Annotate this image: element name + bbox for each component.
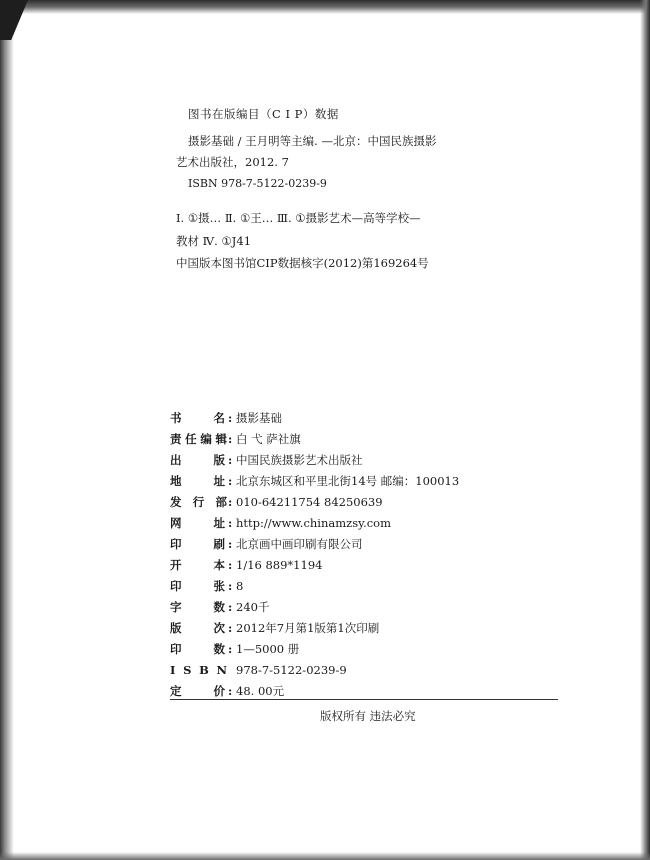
imprint-value: 8 [236, 579, 244, 593]
imprint-row: 责任编辑: 白 弋 萨社旗 [170, 432, 301, 446]
imprint-value: 北京画中画印刷有限公司 [236, 537, 363, 551]
imprint-row [170, 662, 347, 678]
imprint-value: 978-7-5122-0239-9 [236, 663, 347, 677]
imprint-value: 1—5000 册 [236, 642, 300, 656]
imprint-value: 白 弋 萨社旗 [236, 432, 301, 446]
cip-publisher-line: 艺术出版社，2012. 7 [176, 155, 289, 169]
imprint-label: 发 行 部 [170, 495, 228, 509]
imprint-row: 版 次: 2012年7月第1版第1次印刷 [170, 621, 380, 635]
scan-edge-right [640, 0, 650, 860]
imprint-row: 字 数: 240千 [170, 600, 270, 614]
imprint-value: 2012年7月第1版第1次印刷 [236, 621, 380, 635]
imprint-row: 定 价: 48. 00元 [170, 684, 285, 698]
cip-classification-cont: 教材 Ⅳ. ①J41 [176, 234, 252, 248]
imprint-value: http://www.chinamzsy.com [236, 516, 392, 530]
cip-classification: Ⅰ. ①摄… Ⅱ. ①王… Ⅲ. ①摄影艺术—高等学校— [176, 211, 421, 225]
imprint-label: 书 名 [170, 411, 228, 425]
imprint-row: 开 本: 1/16 889*1194 [170, 558, 323, 572]
imprint-row: 发 行 部: 010-64211754 84250639 [170, 495, 383, 509]
imprint-row: 印 数: 1—5000 册 [170, 642, 300, 656]
copyright-notice: 版权所有 违法必究 [320, 709, 416, 723]
imprint-label: 字 数 [170, 600, 228, 614]
imprint-label: 版 次 [170, 621, 228, 635]
imprint-label: 印 张 [170, 579, 228, 593]
scan-edge-left [0, 0, 14, 860]
imprint-row: 网 址: http://www.chinamzsy.com [170, 516, 392, 530]
imprint-value: 北京东城区和平里北街14号 邮编：100013 [236, 474, 460, 488]
imprint-row: 印 张: 8 [170, 579, 244, 593]
imprint-label: 出 版 [170, 453, 228, 467]
imprint-label: 印 刷 [170, 537, 228, 551]
imprint-row: 出 版: 中国民族摄影艺术出版社 [170, 453, 363, 467]
imprint-value: 1/16 889*1194 [236, 558, 323, 572]
imprint-row: 书 名: 摄影基础 [170, 411, 282, 425]
cip-isbn: ISBN 978-7-5122-0239-9 [188, 177, 327, 190]
imprint-label: I S B N [170, 663, 228, 677]
imprint-label: 开 本 [170, 558, 228, 572]
imprint-value: 48. 00元 [236, 684, 285, 698]
imprint-label: 网 址 [170, 516, 228, 530]
cip-entry-line: 摄影基础 / 王月明等主编. —北京：中国民族摄影 [188, 134, 437, 148]
imprint-row: 印 刷: 北京画中画印刷有限公司 [170, 537, 363, 551]
imprint-value: 240千 [236, 600, 270, 614]
imprint-value: 010-64211754 84250639 [236, 495, 383, 509]
imprint-label: 定 价 [170, 684, 228, 698]
cip-approval-number: 中国版本图书馆CIP数据核字(2012)第169264号 [176, 256, 429, 270]
scan-edge-bottom [0, 852, 650, 860]
imprint-label: 地 址 [170, 474, 228, 488]
scan-corner-shadow [0, 0, 28, 40]
scan-edge-top [0, 0, 650, 14]
imprint-value: 中国民族摄影艺术出版社 [236, 453, 363, 467]
divider-line [170, 699, 558, 700]
imprint-row: 地 址: 北京东城区和平里北街14号 邮编：100013 [170, 474, 460, 488]
cip-title: 图书在版编目（C I P）数据 [188, 107, 339, 121]
imprint-value: 摄影基础 [236, 411, 282, 425]
imprint-label: 印 数 [170, 642, 228, 656]
imprint-label: 责任编辑 [170, 432, 228, 446]
